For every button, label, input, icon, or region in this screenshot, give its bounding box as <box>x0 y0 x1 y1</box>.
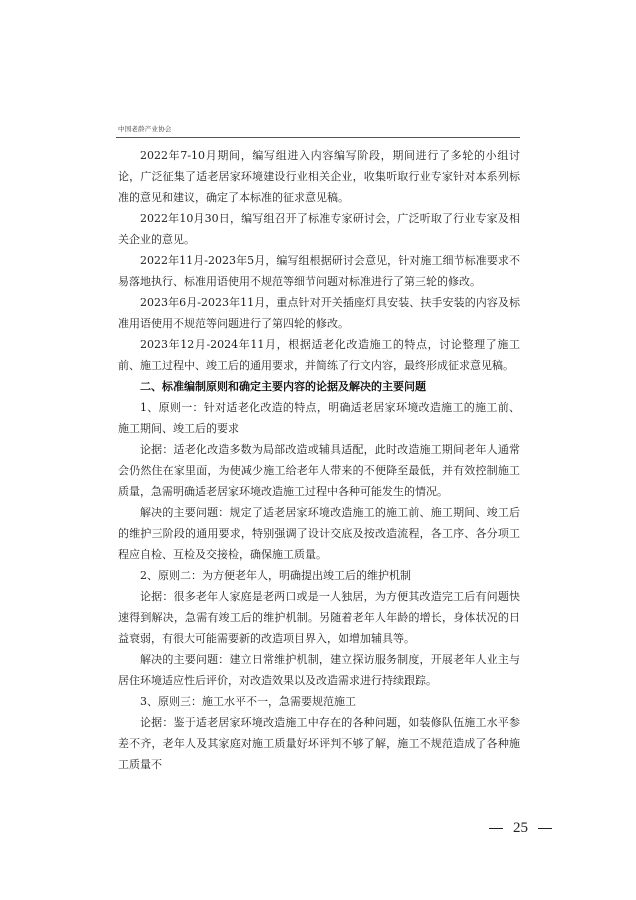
page-number: 25 <box>513 820 528 836</box>
paragraph: 2023年12月-2024年11月，根据适老化改造施工的特点，讨论整理了施工前、施工过程中、竣工后的通用要求，并简练了行文内容，最终形成征求意见稿。 <box>118 338 520 372</box>
paragraph: 2022年11月-2023年5月，编写组根据研讨会意见，针对施工细节标准要求不易落地执行、标准用语使用不规范等细节问题对标准进行了第三轮的修改。 <box>118 254 520 288</box>
principle-argument: 论据：鉴于适老居家环境改造施工中存在的各种问题，如装修队伍施工水平参差不齐，老年人及其家庭对施工质量好坏评判不够了解，施工不规范造成了各种施工质量不 <box>118 716 520 771</box>
principle-argument: 论据：很多老年人家庭是老两口或是一人独居，为方便其改造完工后有问题快速得到解决，急需有竣工后的维护机制。另随着老年人年龄的增长，身体状况的日益衰弱，有很大可能需要新的改造项目界入，如增加辅具等。 <box>118 590 520 645</box>
principle-solution: 解决的主要问题：规定了适老居家环境改造施工的施工前、施工期间、竣工后的维护三阶段的通用要求，特别强调了设计交底及按改造流程，各工序、各分项工程应自检、互检及交接检，确保施工质量。 <box>118 506 520 561</box>
footer-dash-left <box>489 828 503 829</box>
principle-title: 2、原则二：为方便老年人，明确提出竣工后的维护机制 <box>140 569 411 582</box>
running-header: 中国老龄产业协会 <box>118 125 172 133</box>
section-heading: 二、标准编制原则和确定主要内容的论据及解决的主要问题 <box>140 380 426 393</box>
header-rule <box>116 137 520 138</box>
page-footer <box>489 820 552 837</box>
paragraph: 2022年7-10月期间，编写组进入内容编写阶段，期间进行了多轮的小组讨论，广泛征集了适老居家环境建设行业相关企业，收集听取行业专家针对本系列标准的意见和建议，确定了本标准的征求意见稿。 <box>118 149 520 204</box>
principle-title: 1、原则一：针对适老化改造的特点，明确适老居家环境改造施工的施工前、施工期间、竣工后的要求 <box>118 401 520 435</box>
principle-argument: 论据：适老化改造多数为局部改造或辅具适配，此时改造施工期间老年人通常会仍然住在家里面，为使减少施工给老年人带来的不便降至最低，并有效控制施工质量，急需明确适老居家环境改造施工过程中各种可能发生的情况。 <box>118 443 520 498</box>
paragraph: 2023年6月-2023年11月，重点针对开关插座灯具安装、扶手安装的内容及标准用语使用不规范等问题进行了第四轮的修改。 <box>118 296 520 330</box>
principle-title: 3、原则三：施工水平不一，急需要规范施工 <box>140 695 356 708</box>
page-body <box>118 145 520 775</box>
paragraph: 2022年10月30日，编写组召开了标准专家研讨会，广泛听取了行业专家及相关企业的意见。 <box>118 212 520 246</box>
principle-solution: 解决的主要问题：建立日常维护机制，建立探访服务制度，开展老年人业主与居住环境适应性后评价，对改造效果以及改造需求进行持续跟踪。 <box>118 653 520 687</box>
footer-dash-right <box>538 828 552 829</box>
